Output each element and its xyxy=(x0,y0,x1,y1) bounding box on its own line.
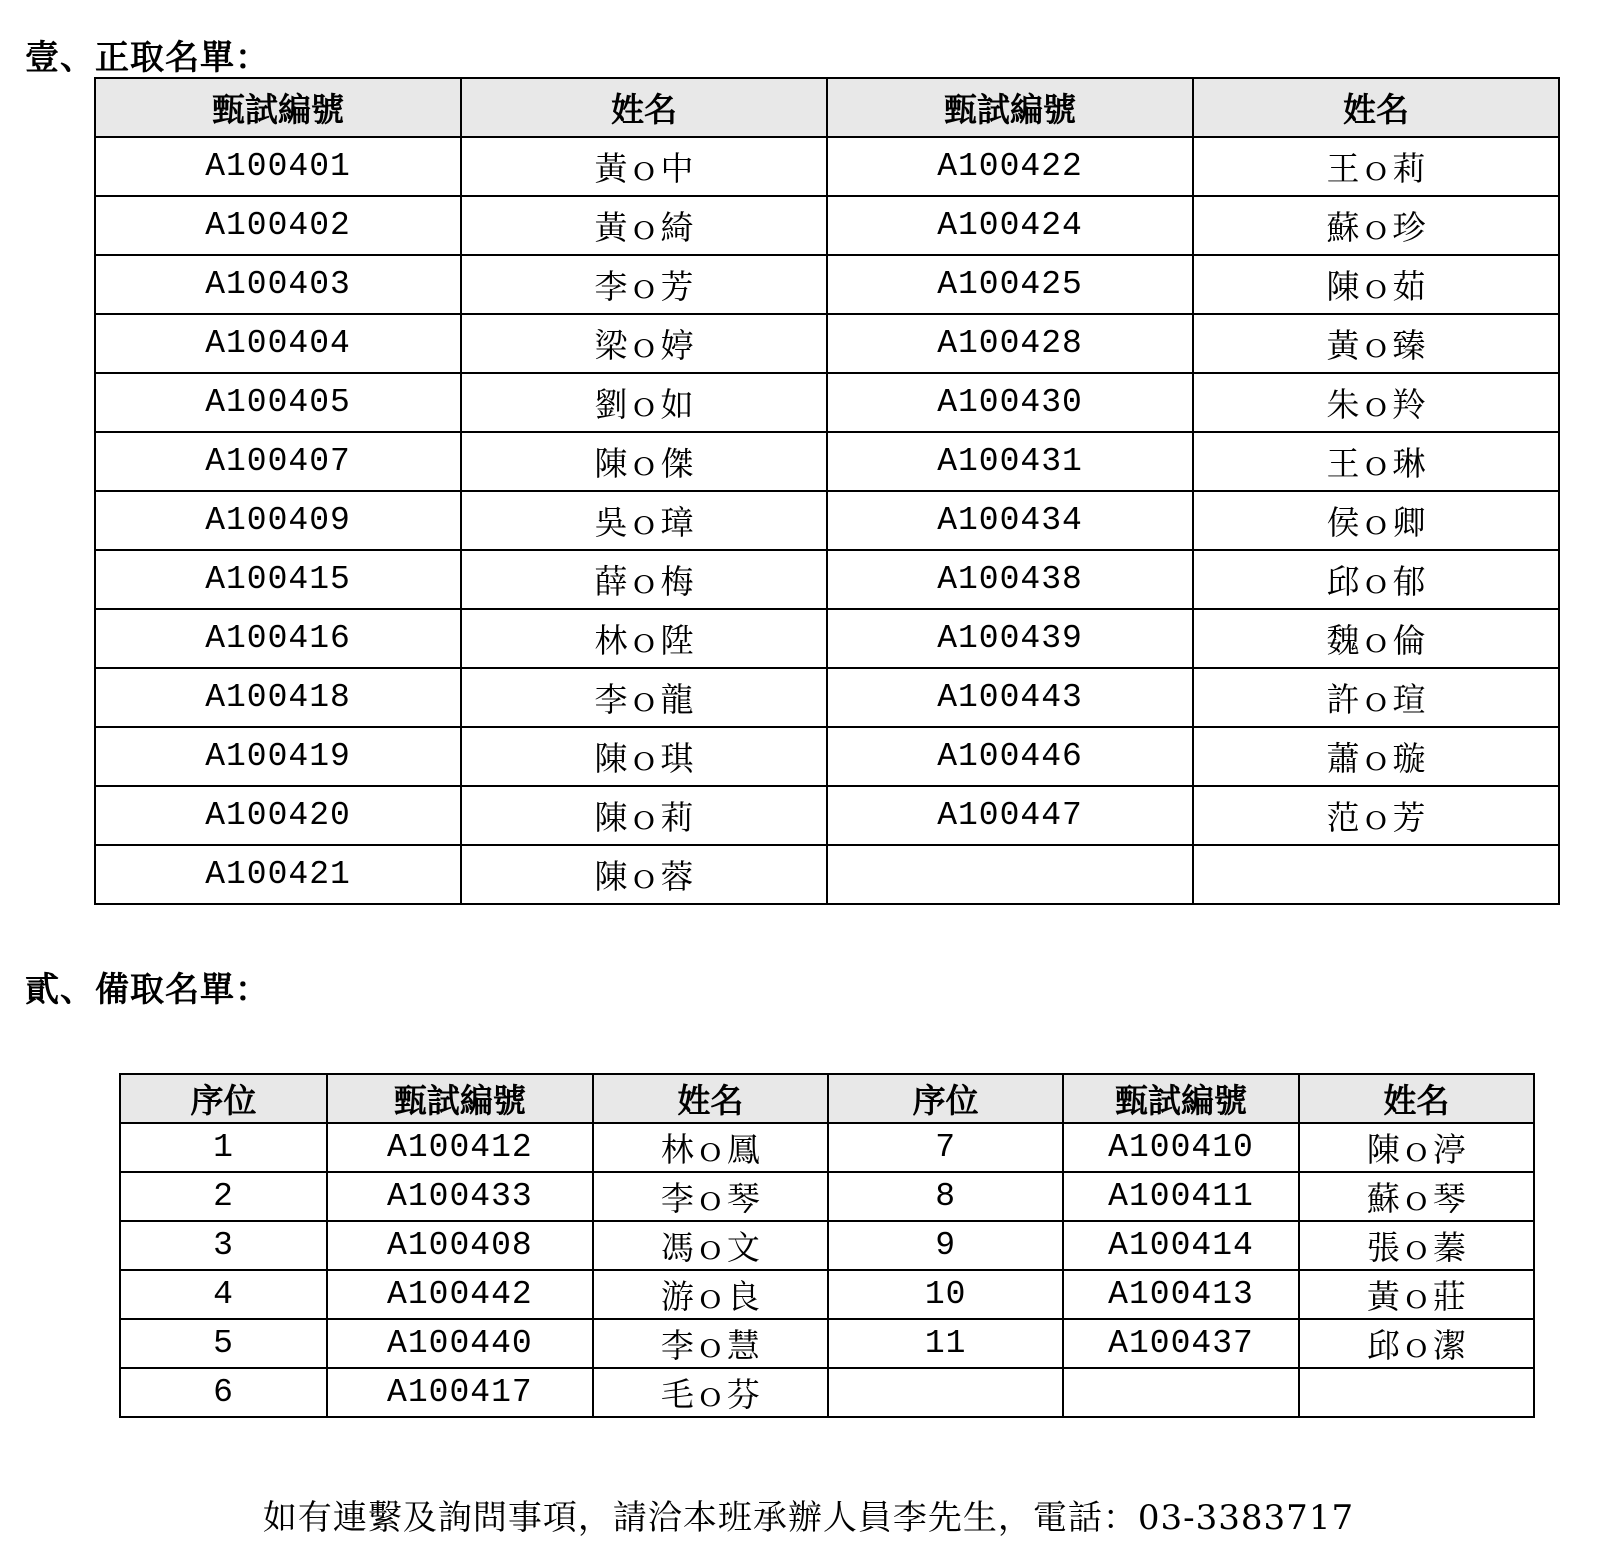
header-rank: 序位 xyxy=(828,1074,1063,1123)
header-exam-id: 甄試編號 xyxy=(327,1074,593,1123)
table-cell: 李ｏ芳 xyxy=(461,255,827,314)
table-cell: A100401 xyxy=(95,137,461,196)
table-cell: 劉ｏ如 xyxy=(461,373,827,432)
table-cell: 王ｏ莉 xyxy=(1193,137,1559,196)
table-cell: 黃ｏ臻 xyxy=(1193,314,1559,373)
waitlist-table xyxy=(119,1073,1535,1418)
table-row xyxy=(95,314,1559,373)
table-cell: 李ｏ琴 xyxy=(593,1172,828,1221)
header-exam-id: 甄試編號 xyxy=(1063,1074,1298,1123)
table-cell: A100413 xyxy=(1063,1270,1298,1319)
table-cell: 4 xyxy=(120,1270,327,1319)
table-cell: A100407 xyxy=(95,432,461,491)
table-cell: A100418 xyxy=(95,668,461,727)
table-cell: 朱ｏ羚 xyxy=(1193,373,1559,432)
header-name: 姓名 xyxy=(461,78,827,137)
table-cell: A100415 xyxy=(95,550,461,609)
table-cell xyxy=(1299,1368,1534,1417)
table-cell: 侯ｏ卿 xyxy=(1193,491,1559,550)
table-cell: 蘇ｏ琴 xyxy=(1299,1172,1534,1221)
table-cell: 林ｏ鳳 xyxy=(593,1123,828,1172)
table-row xyxy=(95,845,1559,904)
table-cell: 薛ｏ梅 xyxy=(461,550,827,609)
table-cell: 邱ｏ郁 xyxy=(1193,550,1559,609)
table-cell: 李ｏ慧 xyxy=(593,1319,828,1368)
table-cell: 馮ｏ文 xyxy=(593,1221,828,1270)
table-cell: 2 xyxy=(120,1172,327,1221)
table-row xyxy=(120,1123,1534,1172)
table-cell: 黃ｏ中 xyxy=(461,137,827,196)
table-cell: 王ｏ琳 xyxy=(1193,432,1559,491)
table-cell: A100431 xyxy=(827,432,1193,491)
table-cell: A100422 xyxy=(827,137,1193,196)
table-row xyxy=(120,1368,1534,1417)
table-cell: 9 xyxy=(828,1221,1063,1270)
table-header-row xyxy=(95,78,1559,137)
table-cell: 張ｏ蓁 xyxy=(1299,1221,1534,1270)
table-cell: A100424 xyxy=(827,196,1193,255)
section1-title: 壹、正取名單： xyxy=(25,38,270,78)
table-row xyxy=(95,668,1559,727)
table-cell: 邱ｏ潔 xyxy=(1299,1319,1534,1368)
table-cell: 梁ｏ婷 xyxy=(461,314,827,373)
header-name: 姓名 xyxy=(593,1074,828,1123)
table-cell: A100403 xyxy=(95,255,461,314)
table-cell: A100408 xyxy=(327,1221,593,1270)
table-cell: 蘇ｏ珍 xyxy=(1193,196,1559,255)
header-rank: 序位 xyxy=(120,1074,327,1123)
table-cell: A100440 xyxy=(327,1319,593,1368)
table-cell: A100443 xyxy=(827,668,1193,727)
table-header-row xyxy=(120,1074,1534,1123)
table-cell: A100412 xyxy=(327,1123,593,1172)
table-cell: A100410 xyxy=(1063,1123,1298,1172)
table-cell: A100430 xyxy=(827,373,1193,432)
table-row xyxy=(95,609,1559,668)
table-row xyxy=(95,550,1559,609)
table-cell: A100420 xyxy=(95,786,461,845)
table-cell xyxy=(1193,845,1559,904)
table-cell: A100416 xyxy=(95,609,461,668)
table-cell: A100428 xyxy=(827,314,1193,373)
table-cell: 陳ｏ莉 xyxy=(461,786,827,845)
contact-footer: 如有連繫及詢問事項，請洽本班承辦人員李先生，電話：03-3383717 xyxy=(262,1498,1355,1538)
table-cell: 5 xyxy=(120,1319,327,1368)
table-cell: A100446 xyxy=(827,727,1193,786)
table-row xyxy=(95,786,1559,845)
table-row xyxy=(95,255,1559,314)
table-row xyxy=(95,196,1559,255)
table-cell: 陳ｏ傑 xyxy=(461,432,827,491)
table-cell: A100442 xyxy=(327,1270,593,1319)
table-cell: 10 xyxy=(828,1270,1063,1319)
table-cell: A100414 xyxy=(1063,1221,1298,1270)
table-cell: 李ｏ龍 xyxy=(461,668,827,727)
table-cell: 7 xyxy=(828,1123,1063,1172)
table-cell: 8 xyxy=(828,1172,1063,1221)
table-cell: A100411 xyxy=(1063,1172,1298,1221)
header-exam-id: 甄試編號 xyxy=(827,78,1193,137)
table-cell: 許ｏ瑄 xyxy=(1193,668,1559,727)
table-cell: 吳ｏ璋 xyxy=(461,491,827,550)
table-cell: A100421 xyxy=(95,845,461,904)
table-cell: 3 xyxy=(120,1221,327,1270)
table-cell: A100433 xyxy=(327,1172,593,1221)
table-row xyxy=(95,727,1559,786)
table-cell: 陳ｏ蓉 xyxy=(461,845,827,904)
table-cell: 11 xyxy=(828,1319,1063,1368)
header-exam-id: 甄試編號 xyxy=(95,78,461,137)
table-row xyxy=(95,491,1559,550)
table-cell: A100425 xyxy=(827,255,1193,314)
table-row xyxy=(95,137,1559,196)
table-cell: 黃ｏ綺 xyxy=(461,196,827,255)
table-cell: 陳ｏ茹 xyxy=(1193,255,1559,314)
table-cell: A100439 xyxy=(827,609,1193,668)
table-cell: 陳ｏ琪 xyxy=(461,727,827,786)
table-cell: 黃ｏ莊 xyxy=(1299,1270,1534,1319)
table-cell: 游ｏ良 xyxy=(593,1270,828,1319)
table-cell: A100404 xyxy=(95,314,461,373)
table-cell: 林ｏ陞 xyxy=(461,609,827,668)
table-cell: 魏ｏ倫 xyxy=(1193,609,1559,668)
table-cell: A100402 xyxy=(95,196,461,255)
table-cell: A100419 xyxy=(95,727,461,786)
table-cell: 陳ｏ渟 xyxy=(1299,1123,1534,1172)
table-cell: 范ｏ芳 xyxy=(1193,786,1559,845)
table-row xyxy=(120,1319,1534,1368)
header-name: 姓名 xyxy=(1193,78,1559,137)
table-cell: A100437 xyxy=(1063,1319,1298,1368)
table-cell: 1 xyxy=(120,1123,327,1172)
table-cell: A100447 xyxy=(827,786,1193,845)
table-cell: A100438 xyxy=(827,550,1193,609)
table-cell: A100405 xyxy=(95,373,461,432)
table-row xyxy=(95,373,1559,432)
table-cell xyxy=(828,1368,1063,1417)
table-row xyxy=(95,432,1559,491)
table-cell xyxy=(1063,1368,1298,1417)
table-row xyxy=(120,1221,1534,1270)
table-cell: 6 xyxy=(120,1368,327,1417)
table-cell: A100417 xyxy=(327,1368,593,1417)
table-cell xyxy=(827,845,1193,904)
header-name: 姓名 xyxy=(1299,1074,1534,1123)
table-cell: 毛ｏ芬 xyxy=(593,1368,828,1417)
table-cell: A100434 xyxy=(827,491,1193,550)
table-cell: A100409 xyxy=(95,491,461,550)
table-cell: 蕭ｏ璇 xyxy=(1193,727,1559,786)
section2-title: 貳、備取名單： xyxy=(25,970,270,1010)
table-row xyxy=(120,1172,1534,1221)
admitted-table xyxy=(94,77,1560,905)
table-row xyxy=(120,1270,1534,1319)
